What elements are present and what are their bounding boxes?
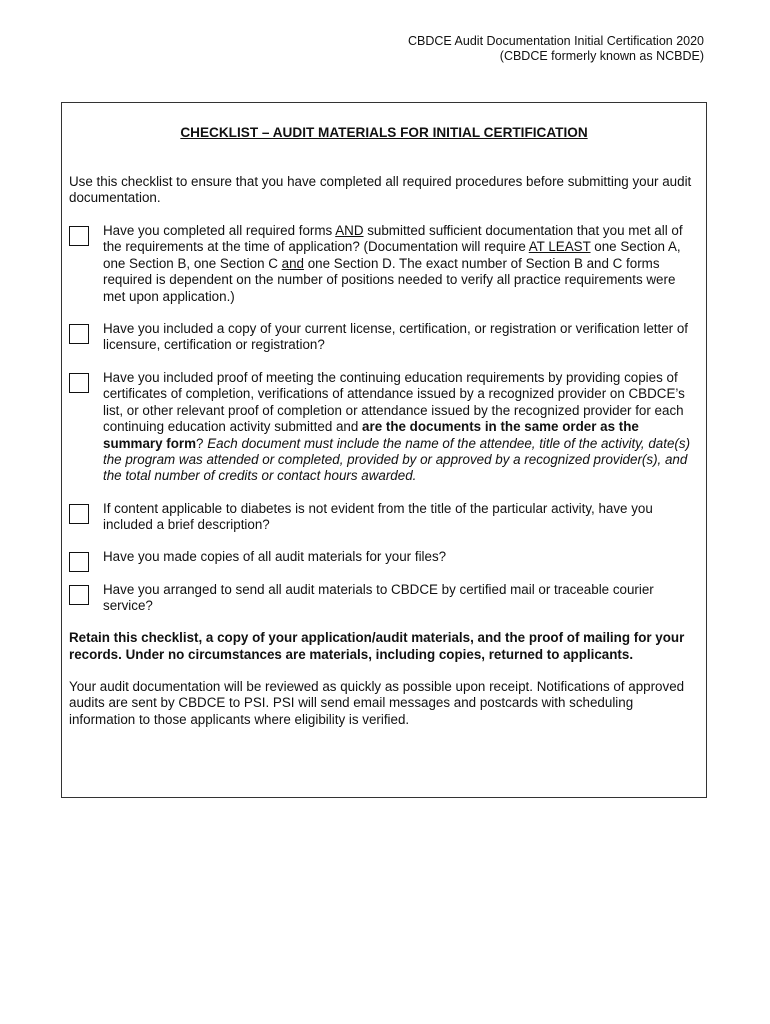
checklist-item-text: If content applicable to diabetes is not evident from the title of the particular activity, have you included a brief description? — [103, 501, 653, 533]
checkbox-copies[interactable] — [69, 552, 89, 572]
text-run: Have you included proof of meeting the continuing education requirements by providing copies of certificates of completion, verifications of attendance issued by a recognized provider on CBDCE’s list, or other relevant proof of completion or attendance issued by the recognized provider for each continuing education activity submitted and — [103, 370, 685, 435]
checklist-item-text: Have you included a copy of your current license, certification, or registration or verification letter of licensure, certification or registration? — [103, 321, 689, 353]
retain-note: Retain this checklist, a copy of your application/audit materials, and the proof of mailing for your records. Under no circumstances are materials, including copies, returned to applicants. — [69, 630, 685, 662]
italic-text: Each document must include the name of the attendee, title of the activity, date(s) the program was attended or completed, provided by or approved by a recognized provider(s), and the total number of credits or contact hours awarded. — [103, 435, 691, 484]
checklist-box — [61, 102, 707, 798]
checklist-item-text — [103, 223, 701, 305]
checklist-item-text — [103, 370, 701, 485]
header-title: CBDCE Audit Documentation Initial Certification 2020 — [408, 34, 704, 48]
review-note: Your audit documentation will be reviewed as quickly as possible upon receipt. Notifications of approved audits are sent by CBDCE to PSI. PSI will send email messages and postcards with scheduling information to those applicants where eligibility is verified. — [69, 679, 685, 727]
checkbox-forms[interactable] — [69, 226, 89, 246]
underlined-text: and — [281, 255, 304, 271]
page-header — [408, 34, 704, 64]
header-subtitle: (CBDCE formerly known as NCBDE) — [499, 49, 704, 63]
bold-text: are the documents in the same order as the summary form — [103, 419, 639, 451]
text-run: one Section D. The exact number of Section B and C forms required is dependent on the number of positions needed to verify all practice requirements were met upon application.) — [103, 255, 676, 304]
checkbox-continuing-education[interactable] — [69, 373, 89, 393]
checkbox-license[interactable] — [69, 324, 89, 344]
text-run: Have you completed all required forms — [103, 223, 336, 238]
text-run: submitted sufficient documentation that you met all of the requirements at the time of application? (Documentation will require — [103, 223, 683, 255]
underlined-text: AT LEAST — [528, 239, 591, 255]
text-run: ? — [196, 435, 208, 451]
underlined-text: AND — [335, 223, 364, 238]
checklist-item-text: Have you made copies of all audit materials for your files? — [103, 549, 447, 564]
checkbox-send-materials[interactable] — [69, 585, 89, 605]
checklist-intro: Use this checklist to ensure that you have completed all required procedures before submitting your audit documentation. — [69, 174, 692, 206]
checkbox-diabetes-description[interactable] — [69, 504, 89, 524]
text-run: one Section A, one Section B, one Section C — [103, 239, 681, 271]
checklist-title: CHECKLIST – AUDIT MATERIALS FOR INITIAL CERTIFICATION — [180, 125, 588, 140]
checklist-item-text: Have you arranged to send all audit materials to CBDCE by certified mail or traceable courier service? — [103, 582, 654, 614]
